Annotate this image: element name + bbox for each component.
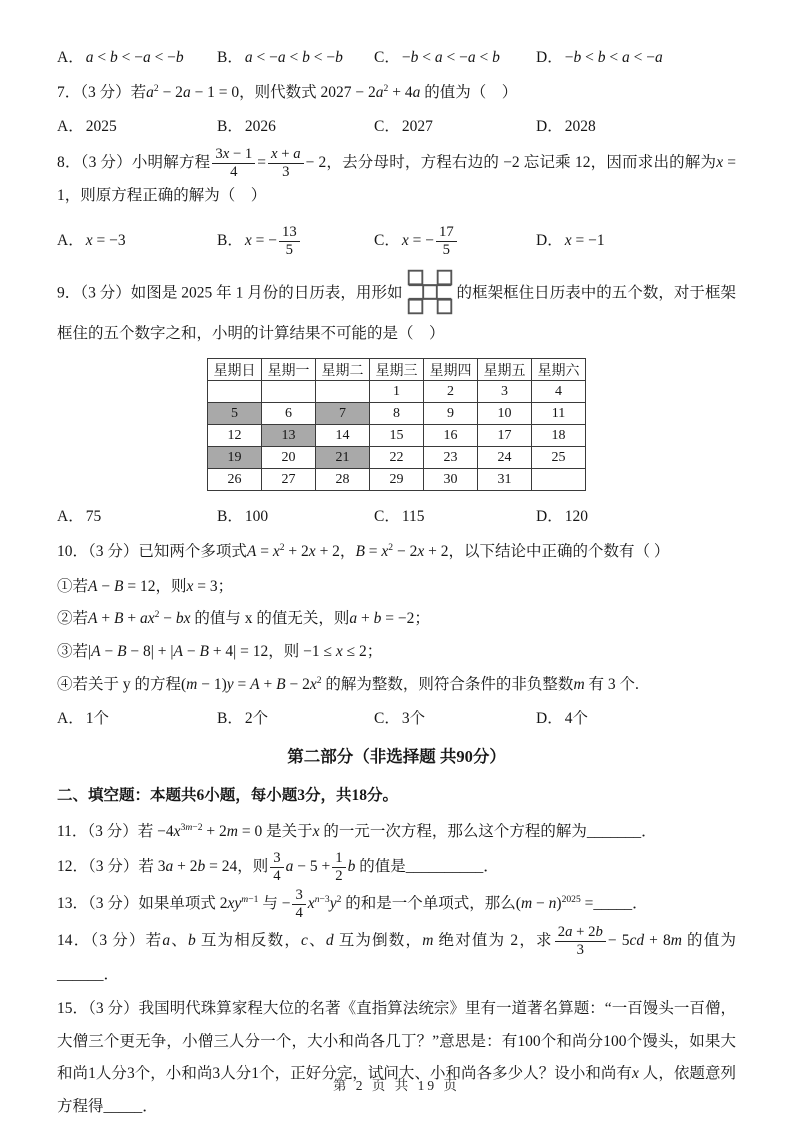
q13-stem: 13．（3 分）如果单项式 $2xy^{m-1}$ 与 − $\frac{3}{4}$ $x^{n-3}y^2$ 的和是一个单项式，那么$(m - n)^{2025}$ =_____． [57, 886, 648, 921]
section-2-title: 第二部分（非选择题 共90分） [287, 747, 506, 767]
calendar-cell: 10 [478, 403, 532, 425]
calendar-cell: 17 [478, 425, 532, 447]
calendar-cell: 7 [316, 403, 370, 425]
calendar-header-cell: 星期五 [478, 359, 532, 381]
calendar-cell: 16 [424, 425, 478, 447]
q10-option-b: B． 2个 [217, 709, 269, 727]
calendar-cell: 9 [424, 403, 478, 425]
calendar-cell: 26 [208, 469, 262, 491]
calendar-cell: 12 [208, 425, 262, 447]
calendar-cell: 14 [316, 425, 370, 447]
calendar-header-cell: 星期六 [532, 359, 586, 381]
q14-stem: 14．（3 分）若a、b 互为相反数，c、d 互为倒数，m 绝对值为 2，求 $\frac{2a + 2b}{3}$ − 5cd + 8m 的值为______． [57, 923, 736, 983]
q6-option-a: A． a < b < −a < −b [57, 49, 184, 66]
calendar-cell [316, 381, 370, 403]
calendar-cell: 29 [370, 469, 424, 491]
q8-stem: 8．（3 分）小明解方程 $\frac{3x - 1}{4}$ = $\frac{x + a}{3}$ − 2，去分母时，方程右边的 −2 忘记乘 12，因而求出的解为x = 1，则原方程正确的解为（ ） [57, 145, 736, 205]
calendar-cell: 31 [478, 469, 532, 491]
calendar-row [208, 469, 586, 491]
calendar-cell: 25 [532, 447, 586, 469]
x-frame-icon [407, 268, 453, 316]
calendar-cell: 23 [424, 447, 478, 469]
calendar-header-cell: 星期日 [208, 359, 262, 381]
calendar-cell: 4 [532, 381, 586, 403]
q6-options [57, 42, 736, 75]
q10-option-a: A． 1个 [57, 709, 109, 727]
q9-option-c: C． 115 [374, 508, 425, 526]
q10-item-4: ④若关于 y 的方程$(m - 1)y = A + B - 2x^2$ 的解为整数，则符合条件的非负整数m 有 3 个. [57, 674, 639, 693]
page-footer: 第 2 页 共 19 页 [332, 1078, 461, 1093]
fill-in-section-header: 二、填空题：本题共6小题，每小题3分，共18分。 [57, 787, 399, 805]
q10-options [57, 703, 736, 736]
calendar-cell: 13 [262, 425, 316, 447]
q6-option-c: C． −b < a < −a < b [374, 49, 500, 66]
calendar-cell: 19 [208, 447, 262, 469]
q6-option-d: D． −b < b < a < −a [536, 49, 663, 66]
q9-option-a: A． 75 [57, 508, 102, 526]
calendar-row [208, 447, 586, 469]
q10-option-c: C． 3个 [374, 709, 426, 727]
calendar-cell: 5 [208, 403, 262, 425]
q12-stem: 12．（3 分）若 3a + 2b = 24，则 $\frac{3}{4}$ a − 5 + $\frac{1}{2}$ b 的值是__________． [57, 850, 499, 884]
q9-option-d: D． 120 [536, 508, 588, 526]
q15-stem: 15．（3 分）我国明代珠算家程大位的名著《直指算法统宗》里有一道著名算题：“一百馒头一百僧，大僧三个更无争，小僧三人分一个，大小和尚各几丁？”意思是：有100个和尚分100个馒头，如果大和尚1人分3个，小和尚3人分1个，正好分完，试问大、小和尚各多少人？设小和尚有x 人，依题意列方程得_____． [57, 1000, 736, 1115]
q8-option-d: D． x = −1 [536, 232, 605, 250]
q7-option-b: B． 2026 [217, 118, 276, 136]
q7-options [57, 111, 736, 144]
q7-option-d: D． 2028 [536, 118, 596, 136]
q10-stem: 10．（3 分）已知两个多项式$A = x^2 + 2x + 2$，$B = x^2 - 2x + 2$，以下结论中正确的个数有（ ） [57, 541, 670, 560]
q7-stem: 7．（3 分）若$a^2 - 2a - 1 = 0$，则代数式 $2027 - 2a^2 + 4a$ 的值为（ ） [57, 82, 518, 101]
q8-options [57, 215, 736, 268]
q10-item-2: ②若$A + B + ax^2$ − bx 的值与 x 的值无关，则a + b = −2； [57, 609, 430, 628]
calendar-cell: 8 [370, 403, 424, 425]
q11-stem: 11．（3 分）若 $-4x^{3m-2} + 2m = 0$ 是关于x 的一元一次方程，那么这个方程的解为_______． [57, 821, 657, 840]
q8-option-b: B． x = − $\frac{13}{5}$ [217, 224, 374, 259]
q10-item-3: ③若|A − B − 8| + |A − B + 4| = 12，则 −1 ≤ x ≤ 2； [57, 643, 383, 661]
calendar-cell: 24 [478, 447, 532, 469]
calendar-cell: 15 [370, 425, 424, 447]
q8-option-c: C． x = − $\frac{17}{5}$ [374, 224, 536, 259]
calendar-header-cell: 星期一 [262, 359, 316, 381]
q6-option-b: B． a < −a < b < −b [217, 49, 343, 66]
q8-option-a: A． x = −3 [57, 232, 126, 250]
q9-option-b: B． 100 [217, 508, 269, 526]
q9-stem: 9．（3 分）如图是 2025 年 1 月份的日历表，用形如 的框架框住日历表中的五个数，对于框架框住的五个数字之和，小明的计算结果不可能的是（ ） [57, 270, 736, 351]
calendar-cell [262, 381, 316, 403]
calendar-cell: 3 [478, 381, 532, 403]
calendar-cell: 1 [370, 381, 424, 403]
calendar-cell: 6 [262, 403, 316, 425]
calendar-cell: 27 [262, 469, 316, 491]
q10-item-1: ①若A − B = 12，则x = 3； [57, 577, 234, 595]
calendar-cell: 18 [532, 425, 586, 447]
calendar-row [208, 381, 586, 403]
calendar-cell [208, 381, 262, 403]
calendar-cell: 30 [424, 469, 478, 491]
q7-option-a: A． 2025 [57, 118, 117, 136]
calendar-header-cell: 星期三 [370, 359, 424, 381]
q9-options [57, 501, 736, 534]
calendar-cell: 28 [316, 469, 370, 491]
q10-option-d: D． 4个 [536, 709, 588, 727]
calendar-cell [532, 469, 586, 491]
calendar-cell: 2 [424, 381, 478, 403]
calendar-cell: 21 [316, 447, 370, 469]
calendar-header-cell: 星期四 [424, 359, 478, 381]
calendar-header-cell: 星期二 [316, 359, 370, 381]
calendar-cell: 22 [370, 447, 424, 469]
calendar-table [207, 358, 586, 491]
q7-option-c: C． 2027 [374, 118, 433, 136]
calendar-cell: 20 [262, 447, 316, 469]
calendar-row [208, 403, 586, 425]
calendar-row [208, 425, 586, 447]
calendar-cell: 11 [532, 403, 586, 425]
